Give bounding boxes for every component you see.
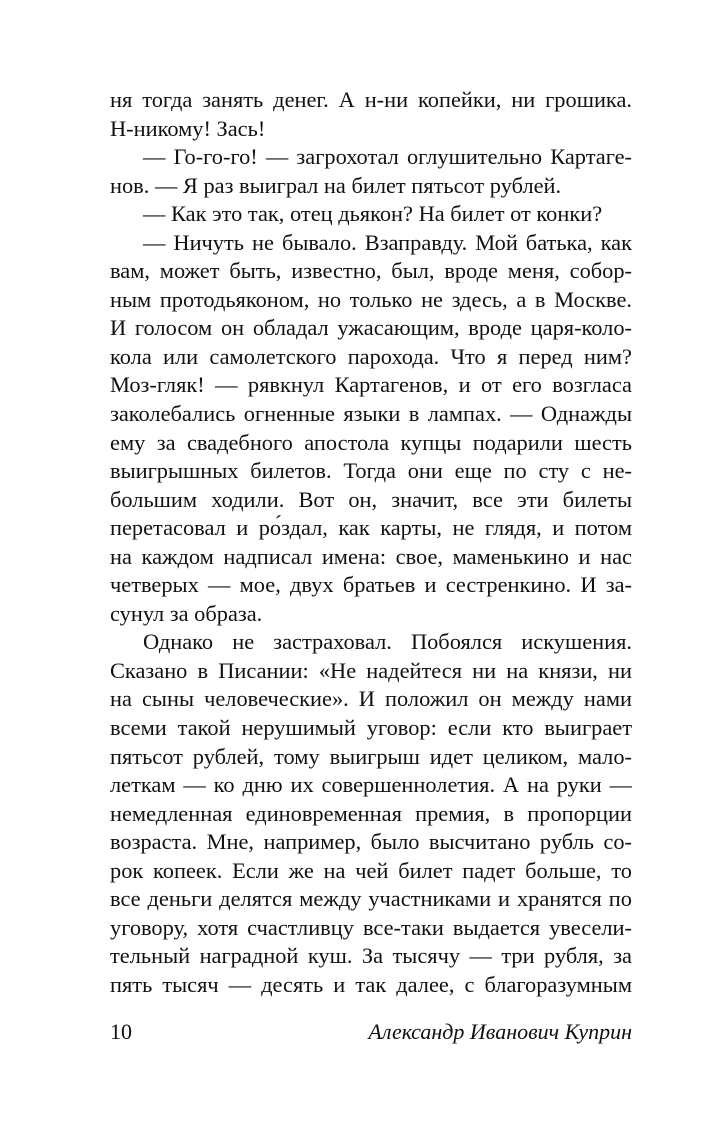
text-line: ным протодьяконом, но только не здесь, а в Москве.: [110, 286, 632, 312]
text-line: леткам — ко дню их совершеннолетия. А на руки —: [110, 772, 632, 798]
text-line: — Как это так, отец дьякон? На билет от конки?: [143, 201, 603, 227]
text-line: перетасовал и ро́здал, как карты, не глядя, и потом: [110, 515, 632, 541]
page-body: [110, 86, 632, 1000]
text-line: возраста. Мне, например, было высчитано рубль со-: [110, 829, 632, 855]
text-line: — Го-го-го! — загрохотал оглушительно Картаге-: [143, 144, 632, 170]
text-line: Н-никому! Зась!: [110, 115, 266, 141]
text-line: ня тогда занять денег. А н-ни копейки, ни грошика.: [110, 87, 632, 112]
text-line: большим ходили. Вот он, значит, все эти билеты: [110, 486, 632, 512]
text-line: И голосом он обладал ужасающим, вроде царя-коло-: [110, 315, 632, 341]
text-line: кола или самолетского парохода. Что я перед ним?: [110, 343, 632, 369]
text-line: Моз-гляк! — рявкнул Картагенов, и от его возгласа: [110, 372, 632, 398]
text-line: заколебались огненные языки в лампах. — Однажды: [110, 401, 632, 427]
page-number: 10: [110, 1019, 132, 1044]
text-line: пять тысяч — десять и так далее, с благоразумным: [110, 971, 632, 997]
text-line: выигрышных билетов. Тогда они еще по сту с не-: [110, 458, 632, 484]
page-footer: [110, 1017, 632, 1047]
text-line: немедленная единовременная премия, в пропорции: [110, 800, 632, 826]
text-line: рок копеек. Если же на чей билет падет больше, то: [110, 857, 632, 883]
text-line: все деньги делятся между участниками и хранятся по: [110, 886, 632, 912]
text-line: нов. — Я раз выиграл на билет пятьсот рублей.: [110, 172, 562, 198]
text-line: Однако не застраховал. Побоялся искушения.: [143, 629, 632, 655]
text-line: пятьсот рублей, тому выигрыш идет целиком, мало-: [110, 743, 632, 769]
text-line: на сыны человеческие». И положил он между нами: [110, 686, 632, 712]
text-line: уговору, хотя счастливцу все-таки выдается увесели-: [110, 914, 632, 940]
text-line: вам, может быть, известно, был, вроде меня, собор-: [110, 258, 632, 284]
text-line: сунул за образа.: [110, 600, 263, 626]
text-line: тельный наградной куш. За тысячу — три рубля, за: [110, 943, 632, 969]
running-head-author: Александр Иванович Куприн: [368, 1019, 632, 1044]
text-line: на каждом надписал имена: свое, маменькино и нас: [110, 543, 632, 569]
text-line: — Ничуть не бывало. Взаправду. Мой батька, как: [143, 229, 632, 255]
text-line: всеми такой нерушимый уговор: если кто выиграет: [110, 715, 632, 741]
text-line: четверых — мое, двух братьев и сестренкино. И за-: [110, 572, 632, 598]
text-line: ему за свадебного апостола купцы подарили шесть: [110, 429, 632, 455]
text-line: Сказано в Писании: «Не надейтеся ни на князи, ни: [110, 657, 632, 683]
